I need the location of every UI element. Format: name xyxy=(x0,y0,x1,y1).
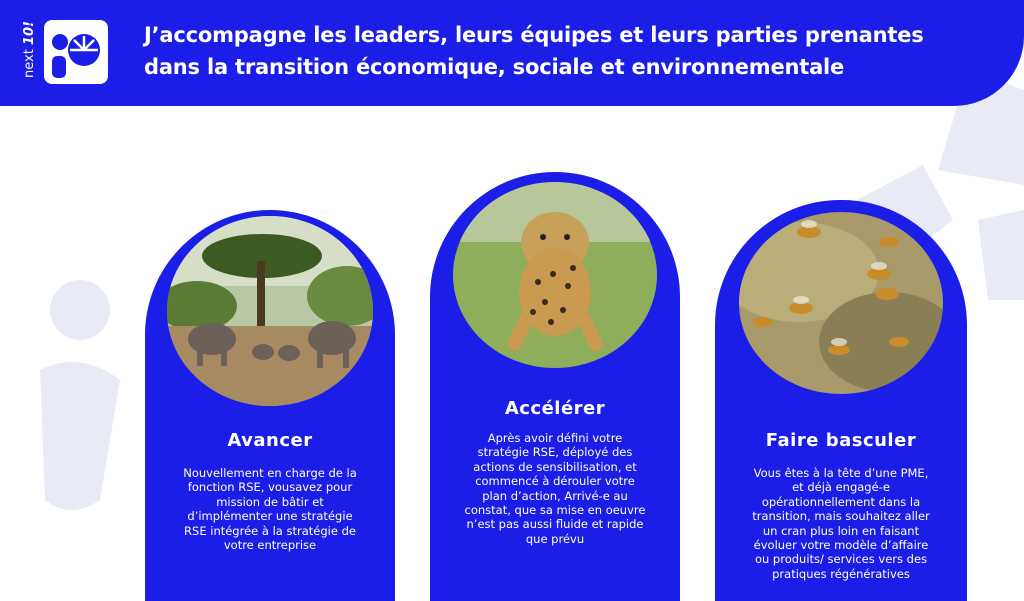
card-accelerer[interactable] xyxy=(430,172,680,601)
headline-line-2: dans la transition économique, sociale et environnementale xyxy=(144,55,845,79)
card-faire-basculer[interactable] xyxy=(715,200,967,601)
card-title: Faire basculer xyxy=(765,430,917,451)
logo-word: next xyxy=(22,49,37,78)
headline xyxy=(144,19,984,83)
logo-mark-icon xyxy=(44,20,108,84)
card-title: Accélérer xyxy=(504,398,606,419)
card-description: Vous êtes à la tête d’une PME, et déjà engagé-e opérationnellement dans la transition, mais souhaitez aller un cran plus loin en faisant évoluer votre modèle d’affaire ou produits/ services vers des pratiques régénératives xyxy=(752,466,930,581)
background-figure-shape xyxy=(40,270,150,600)
logo[interactable] xyxy=(22,16,114,88)
card-description: Après avoir défini votre stratégie RSE, déployé des actions de sensibilisation, et commencé à dérouler votre plan d’action, Arrivé-e au constat, que sa mise en oeuvre n’est pas aussi fluide et rapide que prévu xyxy=(464,431,646,546)
bees-photo xyxy=(739,212,943,394)
headline-line-1: J’accompagne les leaders, leurs équipes et leurs parties prenantes xyxy=(144,23,924,47)
card-avancer[interactable] xyxy=(145,210,395,601)
cheetah-photo xyxy=(453,182,657,368)
logo-text xyxy=(22,21,37,78)
logo-number: 10! xyxy=(22,21,37,46)
card-title: Avancer xyxy=(227,430,313,451)
elephants-photo xyxy=(167,216,373,406)
header-banner xyxy=(0,0,1024,106)
card-description: Nouvellement en charge de la fonction RSE, vousavez pour mission de bâtir et d’implémenter une stratégie RSE intégrée à la stratégie de votre entreprise xyxy=(183,466,357,553)
